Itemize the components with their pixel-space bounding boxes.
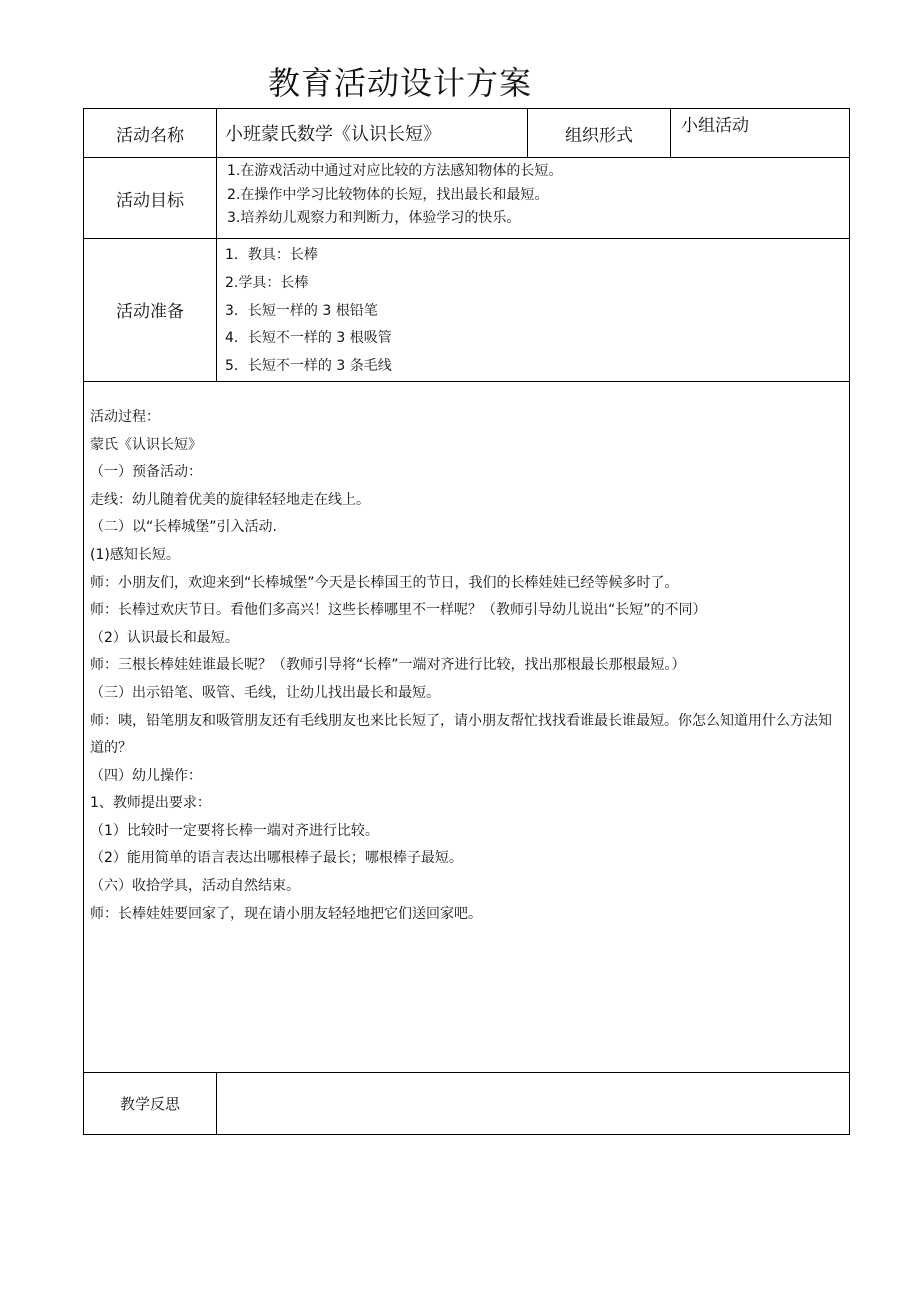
activity-name-value: 小班蒙氏数学《认识长短》 <box>217 109 528 158</box>
preparation-item: 2.学具：长棒 <box>225 274 309 291</box>
activity-preparation-list <box>217 239 850 382</box>
process-line: 蒙氏《认识长短》 <box>90 436 202 453</box>
activity-goals-list <box>217 158 850 239</box>
goal-item: 3.培养幼儿观察力和判断力，体验学习的快乐。 <box>227 210 521 226</box>
organization-form-value: 小组活动 <box>671 109 850 158</box>
process-line: （一）预备活动： <box>90 464 202 481</box>
activity-plan-table <box>83 108 850 1135</box>
goal-item: 2.在操作中学习比较物体的长短，找出最长和最短。 <box>227 186 549 203</box>
process-line: (1)感知长短。 <box>90 546 180 563</box>
process-line: （2）认识最长和最短。 <box>90 629 239 646</box>
teaching-reflection-label: 教学反思 <box>84 1072 217 1134</box>
process-line: 师：长棒过欢庆节日。看他们多高兴！这些长棒哪里不一样呢？（教师引导幼儿说出“长短”的不同） <box>90 602 707 619</box>
process-line: 师：咦，铅笔朋友和吸管朋友还有毛线朋友也来比长短了，请小朋友帮忙找找看谁最长谁最短。你怎么知道用什么方法知道的？ <box>90 712 832 757</box>
activity-goals-label: 活动目标 <box>84 158 217 239</box>
preparation-item: 3．长短一样的 3 根铅笔 <box>225 302 378 319</box>
preparation-item: 5．长短不一样的 3 条毛线 <box>225 358 392 375</box>
row-teaching-reflection <box>84 1072 850 1134</box>
organization-form-label: 组织形式 <box>528 109 671 158</box>
process-line: 师：长棒娃娃要回家了，现在请小朋友轻轻地把它们送回家吧。 <box>90 905 482 922</box>
process-line: 活动过程： <box>90 408 160 425</box>
row-activity-name <box>84 109 850 158</box>
activity-name-label: 活动名称 <box>84 109 217 158</box>
process-line: 师：三根长棒娃娃谁最长呢？（教师引导将“长棒”一端对齐进行比较，找出那根最长那根最短。） <box>90 657 686 674</box>
row-activity-preparation <box>84 239 850 382</box>
process-line: （二）以“长棒城堡”引入活动. <box>90 519 277 536</box>
activity-preparation-label: 活动准备 <box>84 239 217 382</box>
process-line: （四）幼儿操作： <box>90 767 202 784</box>
process-line: 师：小朋友们，欢迎来到“长棒城堡”今天是长棒国王的节日，我们的长棒娃娃已经等候多时了。 <box>90 574 679 591</box>
process-line: 1、教师提出要求： <box>90 795 211 812</box>
process-line: （三）出示铅笔、吸管、毛线，让幼儿找出最长和最短。 <box>90 684 440 701</box>
row-activity-goals <box>84 158 850 239</box>
teaching-reflection-value <box>217 1072 850 1134</box>
process-line: （六）收拾学具，活动自然结束。 <box>90 878 300 895</box>
row-activity-process <box>84 381 850 1072</box>
process-line: （2）能用简单的语言表达出哪根棒子最长；哪根棒子最短。 <box>90 850 463 867</box>
document-title: 教育活动设计方案 <box>268 64 533 102</box>
process-line: 走线：幼儿随着优美的旋律轻轻地走在线上。 <box>90 491 370 508</box>
process-line: （1）比较时一定要将长棒一端对齐进行比较。 <box>90 822 379 839</box>
activity-process-body <box>84 381 850 1072</box>
goal-item: 1.在游戏活动中通过对应比较的方法感知物体的长短。 <box>227 163 563 179</box>
preparation-item: 4．长短不一样的 3 根吸管 <box>225 330 392 347</box>
preparation-item: 1．教具：长棒 <box>225 247 318 263</box>
